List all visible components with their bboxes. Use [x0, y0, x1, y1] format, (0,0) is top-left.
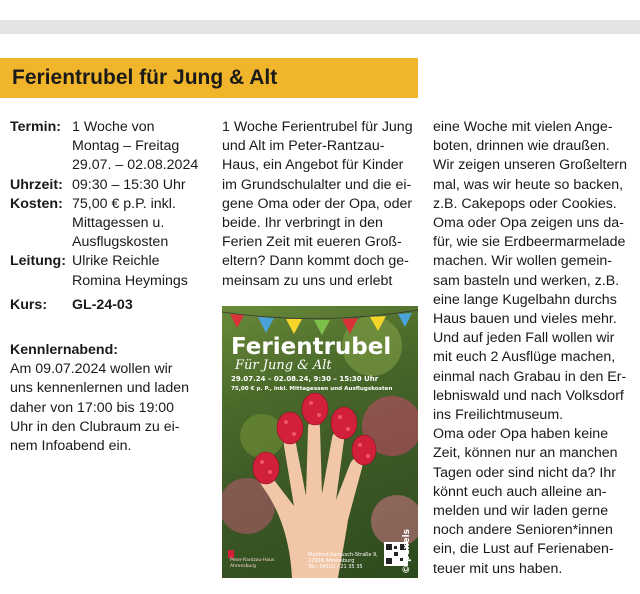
poster-dates: 29.07.24 – 02.08.24, 9:30 – 15:30 Uhr: [231, 375, 379, 383]
kennenlernabend-line: Am 09.07.2024 wollen wir: [10, 361, 173, 378]
kosten-line: 75,00 € p.P. inkl.: [72, 195, 176, 212]
body-line: eine Woche mit vielen Ange-: [433, 119, 613, 135]
poster-org-line: Peter-Rantzau-Haus: [230, 558, 275, 563]
body-line: beide. Ihr verbringt in den: [222, 215, 383, 232]
body-line: Zeit, können nur an manchen: [433, 445, 618, 462]
body-line: machen. Wir wollen gemein-: [433, 253, 612, 270]
body-line: Oma oder Opa zeigen uns da-: [433, 215, 624, 232]
photo-credit: © pexels: [402, 528, 412, 574]
poster-address-line: 22926 Ahrensburg: [308, 558, 355, 564]
poster-subtitle: Für Jung & Alt: [235, 358, 332, 373]
termin-value: [72, 118, 206, 176]
poster-organization: [230, 558, 274, 569]
kosten-line: Mittagessen u.: [72, 215, 165, 232]
body-line: mal, was wir heute so backen,: [433, 176, 624, 193]
info-row-kosten: [10, 195, 206, 253]
leitung-label: Leitung:: [10, 253, 66, 270]
poster-price: 75,00 € p. P., inkl. Mittagessen und Ausflugskosten: [231, 386, 393, 392]
top-divider-bar: [0, 20, 640, 34]
body-line: und Alt im Peter-Rantzau-: [222, 138, 385, 155]
kurs-value: GL-24-03: [72, 296, 133, 313]
info-column: [10, 118, 206, 456]
body-line: teuer mit uns haben.: [433, 560, 563, 577]
body-line: z.B. Cakepops oder Cookies.: [433, 195, 617, 212]
poster-org-line: Ahrensburg: [230, 563, 256, 569]
kennenlernabend-line: uns kennenlernen und laden: [10, 380, 190, 397]
body-line: 1 Woche Ferientrubel für Jung: [222, 119, 413, 135]
body-line: mit euch 2 Ausflüge machen,: [433, 349, 616, 366]
uhrzeit-label: Uhrzeit:: [10, 176, 63, 193]
body-line: meinsam zu uns und erlebt: [222, 272, 393, 289]
body-line: ein, die Lust auf Ferienaben-: [433, 541, 614, 558]
body-line: Oma oder Opa haben keine: [433, 426, 609, 443]
kurs-label: Kurs:: [10, 296, 48, 313]
body-line: sam basteln und werken, z.B.: [433, 272, 620, 289]
body-line: eltern? Dann kommt doch ge-: [222, 253, 409, 270]
kennenlernabend-line: daher von 17:00 bis 19:00: [10, 399, 175, 416]
kennenlernabend-line: Uhr in den Clubraum zu ei-: [10, 418, 180, 435]
article-title: Ferientrubel für Jung & Alt: [12, 66, 278, 89]
leitung-line: Ulrike Reichle: [72, 253, 160, 270]
body-line: Und auf jeden Fall wollen wir: [433, 330, 615, 347]
body-line: Haus bauen und vieles mehr.: [433, 311, 617, 328]
body-column-2: [222, 118, 418, 291]
body-line: für, wie sie Erdbeermarmelade: [433, 234, 626, 251]
termin-label: Termin:: [10, 119, 61, 135]
body-line: Wir zeigen unseren Großeltern: [433, 157, 627, 174]
event-poster-image: [222, 306, 418, 578]
body-line: gene Oma oder der Opa, oder: [222, 195, 413, 212]
kosten-label: Kosten:: [10, 195, 63, 212]
body-line: melden und wir laden gerne: [433, 503, 609, 520]
body-line: eine lange Kugelbahn durchs: [433, 291, 617, 308]
body-line: lebniswald und nach Volksdorf: [433, 387, 624, 404]
termin-line: Montag – Freitag: [72, 138, 180, 155]
poster-title: Ferientrubel: [231, 334, 392, 360]
poster-address-line: Tel.: 04102 / 21 35 35: [308, 564, 363, 570]
uhrzeit-value: 09:30 – 15:30 Uhr: [72, 176, 186, 193]
body-line: könnt euch auch alleine an-: [433, 483, 607, 500]
body-column-3: [433, 118, 630, 579]
body-line: im Grundschulalter und die ei-: [222, 176, 412, 193]
body-line: einmal nach Grabau in den Er-: [433, 368, 627, 385]
kosten-value: [72, 195, 206, 253]
body-line: noch andere Senioren*innen: [433, 522, 613, 539]
body-line: Ferien Zeit mit eueren Groß-: [222, 234, 402, 251]
leitung-line: Romina Heymings: [72, 272, 188, 289]
info-row-leitung: [10, 252, 206, 290]
info-row-termin: [10, 118, 206, 176]
kennenlernabend-block: [10, 341, 206, 456]
kennenlernabend-heading: Kennlernabend:: [10, 342, 118, 359]
body-line: ins Freilichtmuseum.: [433, 407, 564, 424]
termin-line: 1 Woche von: [72, 119, 155, 135]
info-row-uhrzeit: [10, 176, 206, 195]
article-title-bar: [0, 58, 418, 98]
info-row-kurs: [10, 296, 206, 315]
body-line: boten, drinnen wie draußen.: [433, 138, 610, 155]
poster-address-line: Manfred-Samusch-Straße 9,: [308, 552, 378, 558]
body-line: Haus, ein Angebot für Kinder: [222, 157, 404, 174]
kennenlernabend-line: nem Infoabend ein.: [10, 438, 132, 455]
poster-address: [308, 552, 378, 570]
termin-line: 29.07. – 02.08.2024: [72, 157, 199, 174]
body-line: Tagen oder sind nicht da? Ihr: [433, 464, 616, 481]
kosten-line: Ausflugskosten: [72, 234, 169, 251]
leitung-value: [72, 252, 206, 290]
